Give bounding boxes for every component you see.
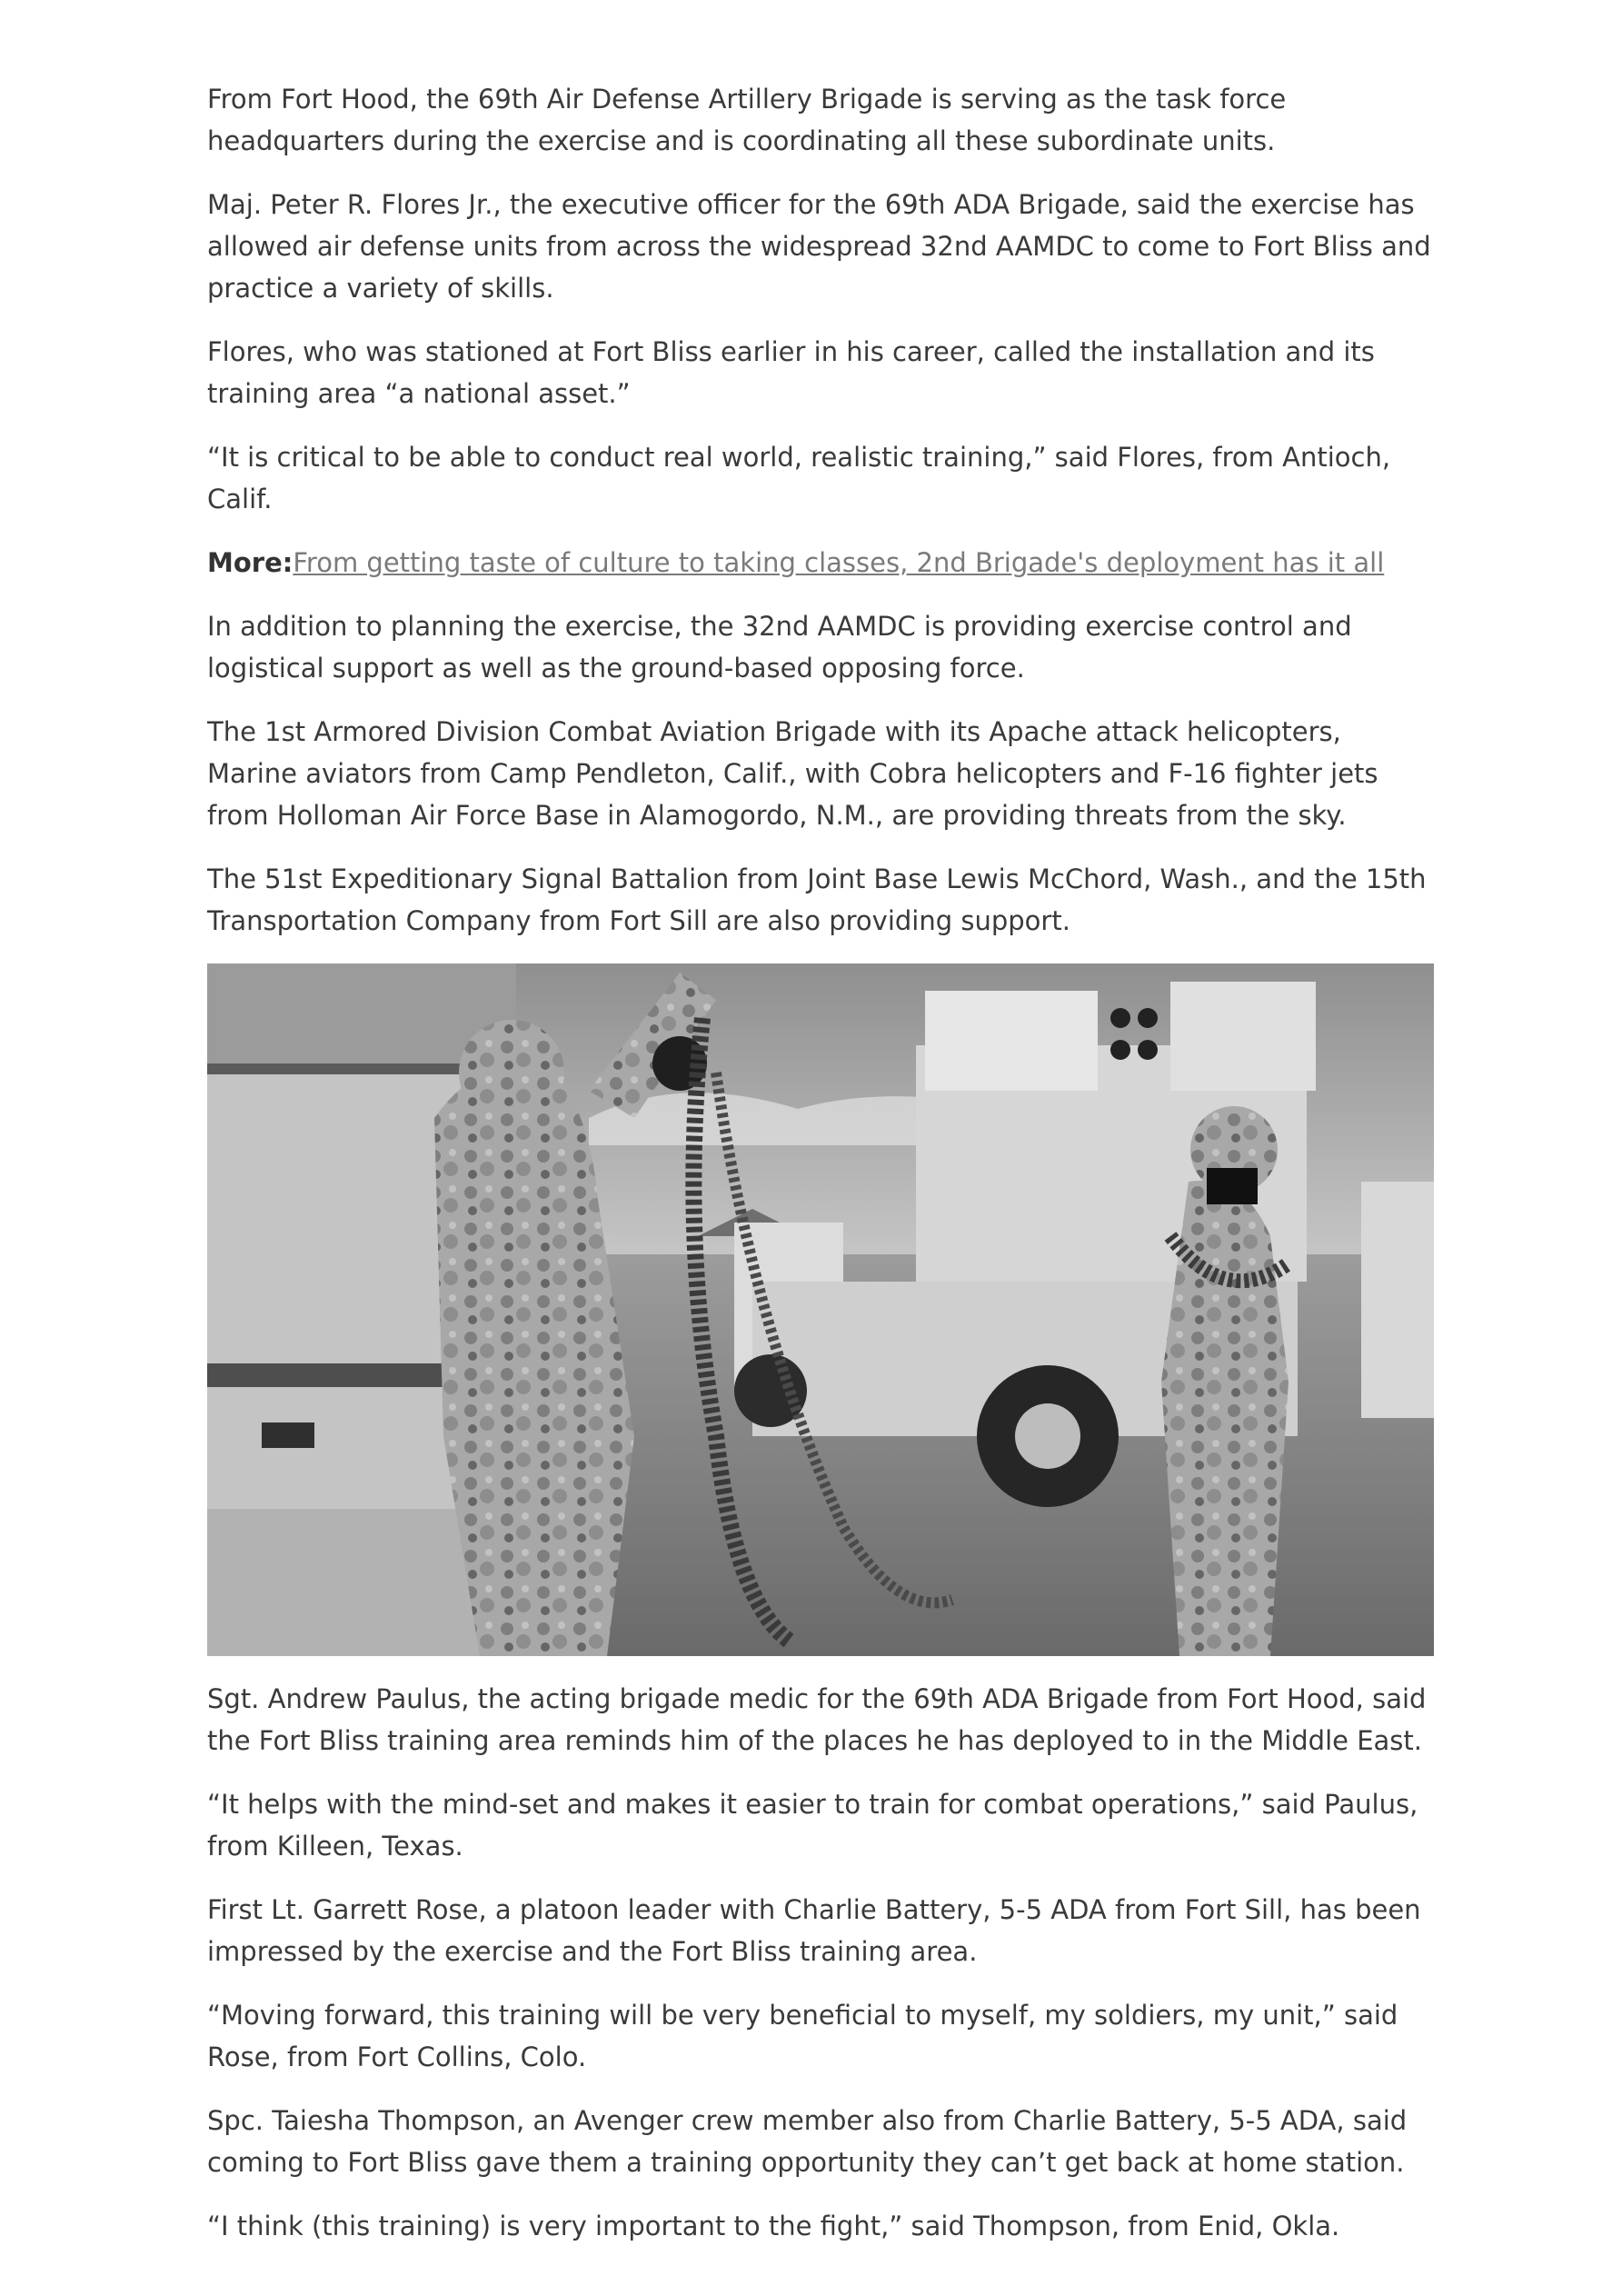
- article-body: [207, 78, 1434, 2269]
- paragraph: “Moving forward, this training will be very beneficial to myself, my soldiers, my unit,” said Rose, from Fort Collins, Colo.: [207, 2000, 1398, 2072]
- paragraph: The 51st Expeditionary Signal Battalion from Joint Base Lewis McChord, Wash., and the 15th Transportation Company from Fort Sill are also providing support.: [207, 863, 1427, 936]
- paragraph: Sgt. Andrew Paulus, the acting brigade medic for the 69th ADA Brigade from Fort Hood, said the Fort Bliss training area reminds him of the places he has deployed to in the Middle East.: [207, 1683, 1427, 1756]
- more-line: [207, 542, 1434, 584]
- paragraph: “It is critical to be able to conduct real world, realistic training,” said Flores, from Antioch, Calif.: [207, 442, 1391, 514]
- paragraph: Maj. Peter R. Flores Jr., the executive officer for the 69th ADA Brigade, said the exercise has allowed air defense units from across the widespread 32nd AAMDC to come to Fort Bliss and practice a variety of skills.: [207, 189, 1431, 304]
- more-link[interactable]: From getting taste of culture to taking classes, 2nd Brigade's deployment has it all: [293, 547, 1385, 578]
- more-label: More:: [207, 547, 294, 578]
- paragraph: “It helps with the mind-set and makes it easier to train for combat operations,” said Paulus, from Killeen, Texas.: [207, 1789, 1418, 1862]
- paragraph: From Fort Hood, the 69th Air Defense Artillery Brigade is serving as the task force headquarters during the exercise and is coordinating all these subordinate units.: [207, 84, 1287, 156]
- paragraph: In addition to planning the exercise, the 32nd AAMDC is providing exercise control and logistical support as well as the ground-based opposing force.: [207, 611, 1352, 684]
- paragraph: First Lt. Garrett Rose, a platoon leader with Charlie Battery, 5-5 ADA from Fort Sill, has been impressed by the exercise and the Fort Bliss training area.: [207, 1894, 1421, 1967]
- photo-illustration: [207, 963, 1434, 1656]
- paragraph: “I think (this training) is very important to the fight,” said Thompson, from Enid, Okla.: [207, 2211, 1340, 2241]
- paragraph: Flores, who was stationed at Fort Bliss earlier in his career, called the installation and its training area “a national asset.”: [207, 336, 1375, 409]
- paragraph: The 1st Armored Division Combat Aviation Brigade with its Apache attack helicopters, Marine aviators from Camp Pendleton, Calif., with Cobra helicopters and F-16 fighter jets from Holloman Air Force Base in Alamogordo, N.M., are providing threats from the sky.: [207, 716, 1378, 831]
- paragraph: Spc. Taiesha Thompson, an Avenger crew member also from Charlie Battery, 5-5 ADA, said coming to Fort Bliss gave them a training opportunity they can’t get back at home station.: [207, 2105, 1408, 2178]
- article-photo: [207, 963, 1434, 1656]
